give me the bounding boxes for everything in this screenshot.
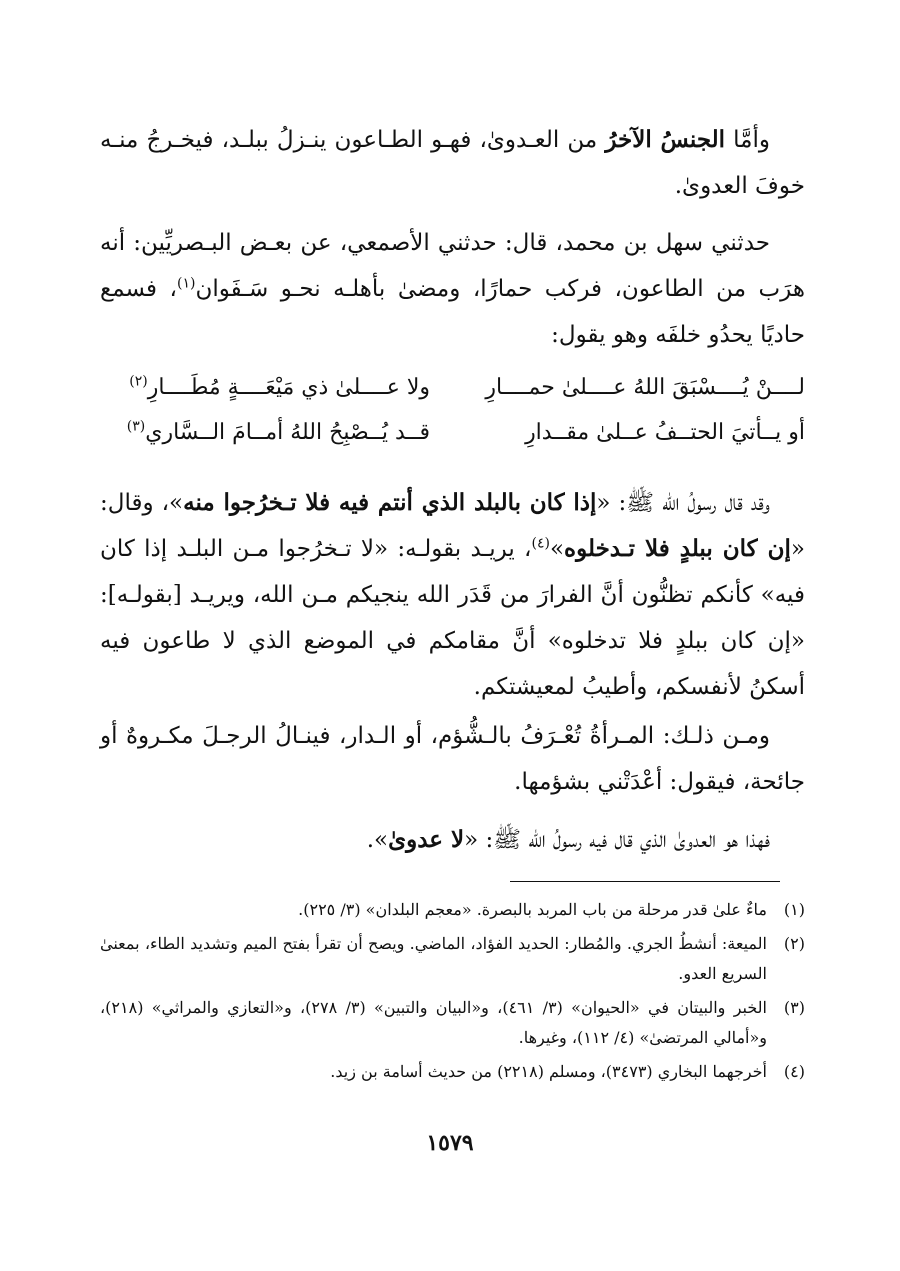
p2-text-a: حدثني سهل بن محمد، قال: حدثني الأصمعي، عن بعـض البـصريِّين: أنه هرَب من الطاعون، فركب حمارًا، ومضىٰ بأهلـه نحـو سَـفَوان (100, 230, 805, 302)
paragraph-4 (100, 713, 805, 805)
footnote-ref-4: (٤) (531, 535, 550, 552)
footnote-ref-2: (٢) (129, 373, 148, 390)
poem-verses (100, 368, 805, 458)
verse-2-first-hemistich: أو يــأتيَ الحتــفُ عــلىٰ مقــدارِ (525, 420, 805, 445)
verse-1 (100, 368, 805, 413)
paragraph-2 (100, 220, 805, 358)
p1-text-a: وأمَّا (725, 127, 770, 153)
footnote-text: ماءٌ علىٰ قدر مرحلة من باب المربد بالبصرة. «معجم البلدان» (٣/ ٢٢٥). (298, 900, 767, 919)
verse-1-second-text: ولا عــــلىٰ ذي مَيْعَــــةٍ مُطَــــارِ (147, 375, 430, 400)
footnote-4 (100, 1057, 805, 1087)
footnote-number: (٣) (783, 998, 805, 1017)
verse-2-second-text: قــد يُــصْبِحُ اللهُ أمــامَ الــسَّاري (145, 420, 430, 445)
p2-text-b: ، فسمع حاديًا يحدُو خلفَه وهو يقول: (100, 276, 805, 348)
paragraph-1 (100, 117, 805, 209)
footnote-number: (٢) (783, 934, 805, 953)
paragraph-5 (100, 817, 805, 863)
footnote-divider (510, 881, 780, 882)
footnote-text: أخرجهما البخاري (٣٤٧٣)، ومسلم (٢٢١٨) من حديث أسامة بن زيد. (330, 1062, 767, 1081)
p3-text-a: وقد قال رسولُ الله ﷺ: « (596, 490, 770, 516)
p5-text-c: ». (366, 827, 389, 853)
p3-hadith-2: إن كان ببلدٍ فلا تـدخلوه (564, 535, 791, 562)
verse-1-first-hemistich: لــــنْ يُــــسْبَقَ اللهُ عــــلىٰ حمــــارِ (485, 375, 805, 400)
footnote-3 (100, 993, 805, 1053)
footnotes (100, 895, 805, 1091)
p1-text-c: من العـدوىٰ، فهـو الطـاعون ينـزلُ ببلـد، فيخـرجُ منـه خوفَ العدوىٰ. (100, 127, 805, 199)
footnote-text: الميعة: أنشطُ الجري. والمُطار: الحديد الفؤاد، الماضي. ويصح أن تقرأ بفتح الميم وتشديد الطاء، بمعنىٰ السريع العدو. (100, 934, 767, 983)
footnote-2 (100, 929, 805, 989)
footnote-number: (١) (783, 900, 805, 919)
p5-text-a: فهذا هو العدوىٰ الذي قال فيه رسولُ الله ﷺ: « (464, 827, 770, 853)
footnote-text: الخبر والبيتان في «الحيوان» (٣/ ٤٦١)، و«البيان والتبين» (٣/ ٢٧٨)، و«التعازي والمراثي» (٢١٨)، و«أمالي المرتضىٰ» (٤/ ١١٢)، وغيرها. (100, 998, 768, 1047)
p1-bold: الجنسُ الآخرُ (605, 126, 726, 153)
p5-bold: لا عدوىٰ (388, 826, 465, 853)
footnote-ref-3: (٣) (126, 418, 146, 435)
p3-text-e: » (549, 536, 565, 562)
verse-2 (100, 413, 805, 458)
page-number: ١٥٧٩ (426, 1130, 474, 1156)
footnote-ref-1: (١) (176, 275, 196, 292)
p4-text: ومـن ذلـك: المـرأةُ تُعْـرَفُ بالـشُّؤم، أو الـدار، فينـالُ الرجـلَ مكـروهٌ أو جائحة، فيقول: أعْدَتْني بشؤمها. (100, 723, 805, 795)
footnote-number: (٤) (783, 1062, 805, 1081)
p3-hadith-1: إذا كان بالبلد الذي أنتم فيه فلا تـخرُجوا منه (183, 489, 597, 516)
paragraph-3 (100, 480, 805, 710)
verse-2-second-hemistich (100, 413, 430, 458)
p3-text-c: »، وقال: « (100, 490, 805, 562)
footnote-1 (100, 895, 805, 925)
verse-1-second-hemistich (100, 368, 430, 413)
p3-text-f: ، يريـد بقولـه: «لا تـخرُجوا مـن البلـد إذا كان فيه» كأنكم تظنُّون أنَّ الفرارَ من قَدَر الله ينجيكم مـن الله، ويريـد [بقولـه]: «إن كان ببلدٍ فلا تدخلوه» أنَّ مقامكم في الموضع الذي لا طاعون فيه أسكنُ لأنفسكم، وأطيبُ لمعيشتكم. (100, 536, 805, 700)
